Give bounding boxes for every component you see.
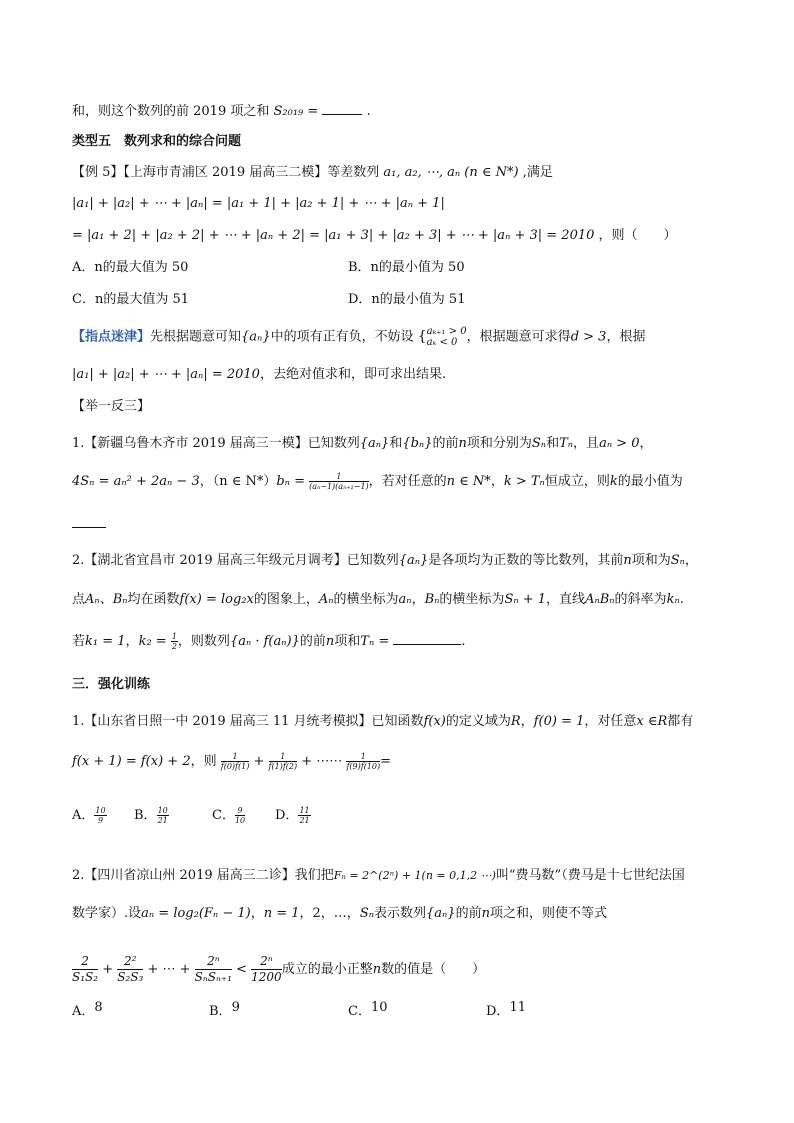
- t1-frac2: [269, 752, 298, 771]
- option-a: A．n的最大值为 50: [72, 260, 189, 275]
- t2-frac2-num: 2²: [117, 954, 143, 970]
- t2-option-a: [72, 1002, 103, 1022]
- hint-text2: 中的项有正有负，不妨设: [270, 329, 414, 345]
- hint-line2-text: ，去绝对值求和，即可求出结果.: [259, 367, 447, 382]
- t1-l2b: ，则: [190, 754, 217, 769]
- q1-text2: 的前: [432, 436, 459, 451]
- hint-d: d > 3: [570, 329, 607, 345]
- q2-l2i: 的斜率为: [614, 592, 667, 607]
- t2-opt-a-label: A．: [72, 1004, 95, 1019]
- q1-k: k: [609, 474, 618, 489]
- q2-An: Aₙ: [85, 592, 100, 607]
- section3-title: 三．强化训练: [72, 677, 151, 692]
- q1-s2: {bₙ}: [402, 436, 433, 451]
- q2-l3a: 若: [72, 634, 86, 649]
- example5-eq2-line: [72, 226, 677, 246]
- q1-line2: [72, 472, 683, 492]
- t2-option-d: [486, 1002, 526, 1022]
- option-d-wrap: [348, 290, 465, 310]
- q2-sn1: Sₙ + 1: [504, 592, 547, 607]
- t2-l3-end: 数的值是（ ）: [381, 962, 486, 977]
- q2-answer-blank: [393, 632, 461, 645]
- q2-l2f: ，: [411, 592, 425, 607]
- q2-tn: Tₙ =: [360, 634, 390, 649]
- t2-l2d: 表示数列: [374, 906, 427, 921]
- t2-line3: $\frac{2}{\text{S₁S₂}}$ + $\frac{\text{2²}}{\text{S₂S₃}}$ + ⋯ + 2ⁿ SₙSₙ₊₁ < $\frac{\text{2ⁿ}}{1200}$ 成立的最小正整n数的值是（ ）: [72, 954, 486, 984]
- hint-sys2: aₖ < 0: [426, 337, 458, 348]
- q2-text2: 是各项均为正数的等比数列，其前: [428, 553, 624, 568]
- q2-AB: AₙBₙ: [585, 592, 615, 607]
- q1-bn: bₙ =: [276, 474, 305, 489]
- t2-frac1-den: S₁S₂: [72, 970, 99, 984]
- t2-frac3-den: SₙSₙ₊₁: [194, 970, 232, 984]
- t1-opt-c-label: C．: [212, 808, 235, 823]
- t2-an: aₙ = log₂(Fₙ − 1): [141, 906, 251, 921]
- q2-line1: [72, 551, 698, 571]
- t1-fx: f(x): [423, 714, 446, 729]
- t2-frac4-num: 2ⁿ: [251, 954, 282, 970]
- hint-line2-math: |a₁| + |a₂| + ⋯ + |aₙ| = 2010: [72, 367, 260, 382]
- example5-source: 【例 5】【上海市青浦区 2019 届高三二模】等差数列: [72, 165, 380, 180]
- t1-f2-num: 1: [269, 752, 298, 762]
- t1-eq-sign: =: [380, 754, 392, 769]
- t2-option-c: [348, 1002, 388, 1022]
- t1-text1: 1.【山东省日照一中 2019 届高三 11 月统考模拟】已知函数: [72, 714, 424, 729]
- q2-k2-den: 2: [171, 642, 177, 651]
- t1-opt-c-num: 9: [235, 806, 245, 816]
- t1-R: R: [510, 714, 521, 729]
- t2-Sn: Sₙ: [359, 906, 374, 921]
- hint-label: 【指点迷津】: [72, 329, 151, 345]
- example5-eq2: = |a₁ + 2| + |a₂ + 2| + ⋯ + |aₙ + 2| = |a₁ + 3| + |a₂ + 3| + ⋯ + |aₙ + 3| = 2010: [72, 228, 595, 243]
- q2-n3: n: [325, 634, 335, 649]
- section5-title: 类型五 数列求和的综合问题: [72, 134, 242, 149]
- q2-k2: k₂ =: [138, 634, 167, 649]
- t1-frac3: [346, 752, 380, 771]
- t2-opt-d-val: 11: [509, 1000, 526, 1015]
- hint-system: [427, 326, 467, 348]
- option-d: D．n的最小值为 51: [348, 292, 466, 307]
- q2-l2h: ，直线: [546, 592, 586, 607]
- t2-l2a: 数学家）.设: [72, 906, 142, 921]
- hint-text4: ，根据: [606, 329, 646, 345]
- t1-f3-den: f(9)f(10): [346, 762, 381, 771]
- q2-text1: 2.【湖北省宜昌市 2019 届高三年级元月调考】已知数列: [72, 553, 399, 568]
- t1-plus1: +: [253, 754, 265, 769]
- example5-seq: a₁, a₂, ⋯, aₙ (n ∈ N*): [383, 165, 519, 180]
- t1-plus2: + ⋯⋯: [301, 754, 343, 769]
- t2-frac4-den: 1200: [251, 970, 282, 984]
- t1-opt-b-num: 10: [157, 806, 168, 815]
- t1-f2-den: f(1)f(2): [268, 762, 298, 771]
- t2-l3-tail: 成立的最小正整: [281, 962, 373, 977]
- q2-kn: kₙ: [666, 592, 680, 607]
- t2-text2: 叫“费马数”（费马是十七世纪法国: [495, 868, 685, 883]
- q2-l3b: ，: [125, 634, 139, 649]
- hint-text3: ，根据题意可求得: [466, 329, 571, 345]
- t1-line1: [72, 712, 693, 732]
- q1-blank-line: [72, 515, 106, 535]
- q1-line2b: ，（n ∈ N*）: [199, 474, 277, 489]
- t2-frac2: [117, 954, 143, 985]
- q2-n: n: [623, 553, 632, 568]
- t1-text2: 的定义域为: [445, 714, 511, 729]
- q1-end1: ，: [639, 436, 653, 451]
- t1-f1-num: 1: [221, 752, 250, 762]
- q1-frac-den: (aₙ−1)(aₙ₊₁−1): [309, 482, 369, 491]
- t1-opt-a-den: 9: [97, 816, 104, 825]
- t2-mid: + ⋯ +: [147, 962, 191, 977]
- t2-frac1-num: 2: [72, 954, 98, 970]
- t1-option-d: [275, 806, 311, 826]
- q2-l2c: 均在函数: [127, 592, 180, 607]
- q2-k2-fraction: [171, 632, 178, 651]
- t1-line2: [72, 752, 391, 772]
- q1-line1: [72, 434, 653, 454]
- t2-opt-a-val: 8: [94, 1000, 103, 1015]
- q1-line2c: ，若对任意的: [368, 474, 447, 489]
- t2-line1: [72, 866, 685, 886]
- q1-text3: 项和分别为: [466, 436, 532, 451]
- t2-set: {aₙ}: [426, 906, 456, 921]
- q2-l2a: 点: [72, 592, 86, 607]
- s2019-math: S₂₀₁₉ =: [273, 104, 319, 119]
- t2-text1: 2.【四川省凉山州 2019 届高三二诊】我们把: [72, 868, 334, 883]
- t2-frac2-den: S₂S₃: [117, 970, 144, 984]
- top-line-end: .: [366, 104, 371, 119]
- t1-opt-b-label: B．: [134, 808, 157, 823]
- t2-l2e: 的前: [455, 906, 482, 921]
- t2-n2: n: [372, 962, 382, 977]
- example5-line1: [72, 163, 553, 183]
- q2-An2: Aₙ: [318, 592, 334, 607]
- q2-Bn2: Bₙ: [424, 592, 440, 607]
- t1-option-a: [72, 806, 107, 826]
- answer-blank: [322, 102, 362, 115]
- t1-xr: x ∈R: [636, 714, 668, 729]
- hint-set: {aₙ}: [241, 329, 271, 345]
- q1-ktn: k > Tₙ: [503, 474, 545, 489]
- q1-text1: 1.【新疆乌鲁木齐市 2019 届高三一模】已知数列: [72, 436, 360, 451]
- option-b-wrap: [348, 258, 465, 278]
- q2-l2e: 的横坐标为: [333, 592, 399, 607]
- q1-frac-num: 1: [309, 472, 369, 482]
- q1-and: 和: [389, 436, 403, 451]
- hint-sys1: aₖ₊₁ > 0: [426, 326, 467, 337]
- t2-frac3-num: 2ⁿ: [195, 954, 232, 970]
- q2-Bn: Bₙ: [112, 592, 128, 607]
- q2-line2: [72, 590, 684, 610]
- q1-answer-blank: [72, 515, 106, 528]
- q1-eq: 4Sₙ = aₙ² + 2aₙ − 3: [72, 474, 200, 489]
- t2-n1: n = 1: [263, 906, 300, 921]
- q1-fraction: [309, 472, 369, 491]
- t1-f1-den: f(0)f(1): [220, 762, 250, 771]
- q1-line2e: 恒成立，则: [544, 474, 610, 489]
- q1-pos: aₙ > 0: [599, 436, 640, 451]
- t2-frac3: [195, 954, 232, 985]
- q2-l3f: .: [461, 634, 466, 649]
- example5-options-cd: [72, 290, 189, 310]
- t1-text5: 都有: [667, 714, 694, 729]
- q2-sn: Sₙ: [670, 553, 685, 568]
- q1-s1: {aₙ}: [359, 436, 390, 451]
- t2-l2c: ，2，…，: [299, 906, 360, 921]
- q2-l2d: 的图象上，: [253, 592, 319, 607]
- q2-seq: {aₙ · f(aₙ)}: [229, 634, 300, 649]
- t1-f3-num: 1: [346, 752, 380, 762]
- t1-opt-a-label: A．: [72, 808, 95, 823]
- q2-l2b: 、: [99, 592, 113, 607]
- t1-option-c: [212, 806, 245, 826]
- q2-k1: k₁ = 1: [85, 634, 126, 649]
- option-b: B．n的最小值为 50: [348, 260, 465, 275]
- juyi-title: 【举一反三】: [72, 399, 151, 414]
- t1-text3: ，: [520, 714, 534, 729]
- t1-f0: f(0) = 1: [533, 714, 585, 729]
- t2-frac4: [251, 954, 282, 985]
- q2-end1: ，: [684, 553, 698, 568]
- t1-opt-d-label: D．: [275, 808, 299, 823]
- q2-l3c: ，则数列: [177, 634, 230, 649]
- q2-s1: {aₙ}: [398, 553, 429, 568]
- t2-option-b: [209, 1002, 240, 1022]
- q2-an: aₙ: [398, 592, 412, 607]
- top-line-text: 和，则这个数列的前 2019 项之和: [72, 104, 270, 119]
- t2-opt-b-val: 9: [231, 1000, 240, 1015]
- q1-text4: ，且: [573, 436, 600, 451]
- q2-l3d: 的前: [299, 634, 326, 649]
- t2-frac1: [72, 954, 98, 985]
- example5-eq-tail: ，则（ ）: [598, 228, 677, 243]
- top-line: [72, 102, 371, 122]
- q2-l2g: 的横坐标为: [439, 592, 505, 607]
- t1-frac1: [221, 752, 250, 771]
- hint-line2: [72, 365, 446, 385]
- q1-and2: 和: [546, 436, 560, 451]
- t1-opt-d-den: 21: [299, 816, 310, 825]
- q1-nin: n ∈ N*: [446, 474, 491, 489]
- q1-sn: Sₙ: [531, 436, 547, 451]
- t2-n: n: [481, 906, 490, 921]
- t2-opt-d-label: D．: [486, 1004, 510, 1019]
- q2-k2-num: 1: [171, 632, 177, 641]
- t2-line2: [72, 904, 607, 924]
- hint-text1: 先根据题意可知: [150, 329, 242, 345]
- t2-l2b: ，: [250, 906, 264, 921]
- example5-eq1: |a₁| + |a₂| + ⋯ + |aₙ| = |a₁ + 1| + |a₂ + 1| + ⋯ + |aₙ + 1|: [72, 196, 445, 211]
- q2-text3: 项和为: [631, 553, 671, 568]
- option-c: C．n的最大值为 51: [72, 292, 189, 307]
- q2-l2j: .: [679, 592, 684, 607]
- brace: {: [417, 328, 427, 345]
- t2-l2f: 项之和，则使不等式: [489, 906, 607, 921]
- t1-opt-d-num: 11: [299, 806, 310, 815]
- q1-line2d: ，: [490, 474, 504, 489]
- t1-option-b: [134, 806, 169, 826]
- t1-opt-c-den: 10: [234, 816, 246, 825]
- example5-options-ab: [72, 258, 188, 278]
- t2-lt: <: [236, 962, 248, 977]
- t2-opt-c-val: 10: [370, 1000, 388, 1015]
- t2-Fn: Fₙ = 2^(2ⁿ) + 1(n = 0,1,2 ⋯): [333, 869, 496, 882]
- q1-line2f: 的最小值为: [617, 474, 683, 489]
- t1-opt-a-num: 10: [95, 806, 106, 815]
- q1-n: n: [458, 436, 467, 451]
- t1-text4: ，对任意: [584, 714, 637, 729]
- example5-tail: ,满足: [522, 165, 553, 180]
- t1-eq: f(x + 1) = f(x) + 2: [72, 754, 191, 769]
- q2-l3e: 项和: [334, 634, 361, 649]
- t1-opt-b-den: 21: [157, 816, 168, 825]
- q2-fx: f(x) = log₂x: [179, 592, 254, 607]
- q2-line3: [72, 632, 466, 652]
- hint-line1: [72, 326, 645, 348]
- q1-tn: Tₙ: [559, 436, 574, 451]
- t2-opt-c-label: C．: [348, 1004, 371, 1019]
- t2-opt-b-label: B．: [209, 1004, 232, 1019]
